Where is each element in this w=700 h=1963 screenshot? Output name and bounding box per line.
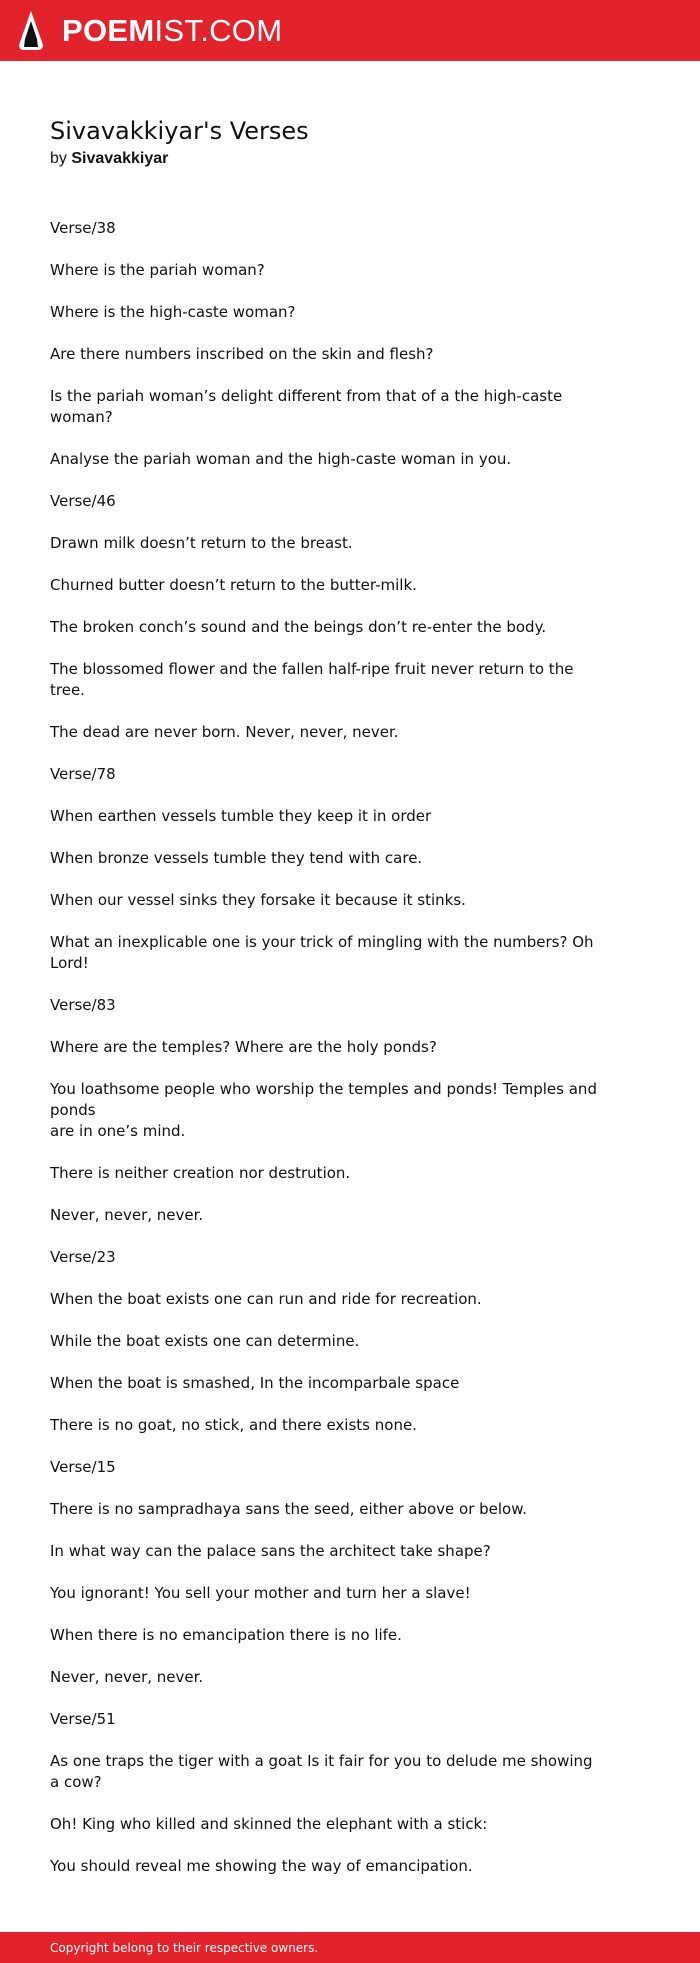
verse-heading: Verse/38 (50, 219, 116, 237)
pen-nib-logo-icon (16, 9, 46, 53)
poem-line: You should reveal me showing the way of emancipation. (50, 1857, 473, 1875)
poem-line: There is no goat, no stick, and there exists none. (50, 1416, 417, 1434)
poem-line: You loathsome people who worship the temples and ponds! Temples and ponds are in one’s mind. (50, 1080, 597, 1140)
poem-byline (50, 148, 168, 170)
poem-line: When there is no emancipation there is no life. (50, 1626, 402, 1644)
poem-line: Where is the pariah woman? (50, 261, 265, 279)
site-footer (0, 1932, 700, 1963)
poem-line: When the boat exists one can run and ride for recreation. (50, 1290, 482, 1308)
poem-line: Analyse the pariah woman and the high-caste woman in you. (50, 450, 512, 468)
poem-line: There is no sampradhaya sans the seed, either above or below. (50, 1500, 527, 1518)
verse-heading: Verse/51 (50, 1710, 116, 1728)
poem-line: You ignorant! You sell your mother and turn her a slave! (50, 1584, 471, 1602)
verse-heading: Verse/83 (50, 996, 116, 1014)
poem-line: When the boat is smashed, In the incomparbale space (50, 1374, 460, 1392)
site-header (0, 0, 700, 61)
poem-line: What an inexplicable one is your trick of mingling with the numbers? Oh Lord! (50, 933, 594, 972)
poem-body (50, 218, 610, 1898)
verse-heading: Verse/23 (50, 1248, 116, 1266)
poem-line: There is neither creation nor destrution. (50, 1164, 351, 1182)
poem-line: The dead are never born. Never, never, never. (50, 723, 399, 741)
byline-prefix: by (50, 150, 67, 167)
site-logo-text: POEMIST.COM (62, 13, 283, 48)
poem-line: Is the pariah woman’s delight different from that of a the high-caste woman? (50, 387, 563, 426)
poem-line: When earthen vessels tumble they keep it in order (50, 807, 432, 825)
poem-line: Oh! King who killed and skinned the elephant with a stick: (50, 1815, 488, 1833)
author-name: Sivavakkiyar (71, 150, 169, 167)
poem-line: Never, never, never. (50, 1206, 204, 1224)
verse-heading: Verse/46 (50, 492, 116, 510)
poem-line: When bronze vessels tumble they tend with care. (50, 849, 423, 867)
poem-line: The broken conch’s sound and the beings don’t re-enter the body. (50, 618, 547, 636)
site-logo-link[interactable] (16, 9, 282, 53)
verse-heading: Verse/78 (50, 765, 116, 783)
poem-line: Never, never, never. (50, 1668, 204, 1686)
poem-line: In what way can the palace sans the architect take shape? (50, 1542, 491, 1560)
poem-line: The blossomed flower and the fallen half-ripe fruit never return to the tree. (50, 660, 574, 699)
poem-line: When our vessel sinks they forsake it because it stinks. (50, 891, 466, 909)
poem-title: Sivavakkiyar's Verses (50, 117, 309, 145)
poem-line: As one traps the tiger with a goat Is it fair for you to delude me showing a cow? (50, 1752, 593, 1791)
poem-line: Drawn milk doesn’t return to the breast. (50, 534, 353, 552)
copyright-notice: Copyright belong to their respective owners. (50, 1941, 319, 1955)
poem-line: Churned butter doesn’t return to the butter-milk. (50, 576, 417, 594)
poem-line: Where are the temples? Where are the holy ponds? (50, 1038, 437, 1056)
poem-line: Where is the high-caste woman? (50, 303, 296, 321)
poem-line: Are there numbers inscribed on the skin and flesh? (50, 345, 434, 363)
verse-heading: Verse/15 (50, 1458, 116, 1476)
poem-line: While the boat exists one can determine. (50, 1332, 360, 1350)
